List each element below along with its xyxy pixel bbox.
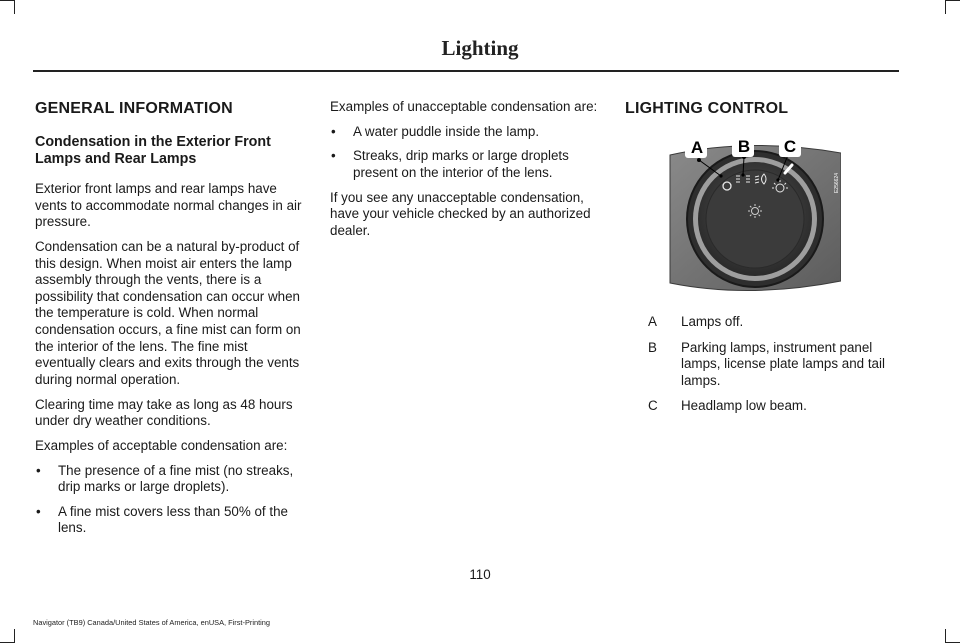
right-column [625, 99, 915, 134]
list-item: • The presence of a fine mist (no streaks, drip marks or large droplets). [36, 462, 294, 495]
header-rule [33, 70, 899, 72]
figure-id: E256624 [834, 173, 840, 194]
legend-text: Lamps off. [681, 314, 744, 329]
list-item: • A fine mist covers less than 50% of the lens. [36, 503, 288, 536]
bullet-icon: • [331, 148, 336, 164]
legend-row [648, 340, 908, 390]
legend-key: A [648, 314, 657, 329]
paragraph: Clearing time may take as long as 48 hours under dry weather conditions. [35, 396, 293, 429]
bullet-icon: • [36, 503, 41, 519]
callout-b: B [737, 137, 751, 156]
bullet-icon: • [36, 462, 41, 478]
footer-text: Navigator (TB9) Canada/United States of America, enUSA, First-Printing [33, 618, 271, 627]
list-item: • A water puddle inside the lamp. [331, 123, 540, 139]
left-column [35, 99, 305, 545]
crop-mark [14, 0, 15, 14]
legend-row [648, 398, 908, 415]
lighting-control-diagram [660, 133, 841, 301]
paragraph: Exterior front lamps and rear lamps have vents to accommodate normal changes in air pressure. [35, 181, 302, 230]
section-heading: GENERAL INFORMATION [35, 100, 233, 117]
paragraph: If you see any unacceptable condensation, have your vehicle checked by an authorized dealer. [330, 189, 591, 238]
paragraph: Examples of acceptable condensation are: [35, 437, 288, 453]
bullet-list [330, 124, 602, 182]
section-heading: LIGHTING CONTROL [625, 100, 789, 117]
crop-mark [945, 0, 946, 14]
list-item: • Streaks, drip marks or large droplets present on the interior of the lens. [331, 148, 569, 180]
legend-text: Parking lamps, instrument panel lamps, license plate lamps and tail lamps. [681, 339, 885, 388]
page-number: 110 [469, 567, 491, 582]
crop-mark [946, 0, 960, 1]
page-header-title: Lighting [441, 36, 519, 60]
crop-mark [14, 629, 15, 643]
callout-c: C [783, 137, 797, 156]
crop-mark [945, 629, 946, 643]
middle-column [330, 99, 602, 248]
bullet-icon: • [331, 123, 336, 139]
paragraph: Condensation can be a natural by-product of this design. When moist air enters the lamp assembly through the vents, there is a possibility that condensation can occur when the temperature is cold. When normal condensation occurs, a fine mist can form on the interior of the lens. The fine mist eventually clears and exits through the vents during normal operation. [35, 238, 301, 387]
legend [648, 314, 908, 424]
bullet-list [35, 463, 305, 537]
crop-mark [0, 0, 14, 1]
legend-key: C [648, 398, 658, 414]
legend-text: Headlamp low beam. [681, 398, 807, 414]
paragraph: Examples of unacceptable condensation are: [330, 99, 598, 114]
callout-a: A [690, 138, 704, 157]
subsection-heading: Condensation in the Exterior Front Lamps and Rear Lamps [35, 134, 271, 167]
legend-key: B [648, 339, 657, 355]
legend-row [648, 314, 908, 331]
